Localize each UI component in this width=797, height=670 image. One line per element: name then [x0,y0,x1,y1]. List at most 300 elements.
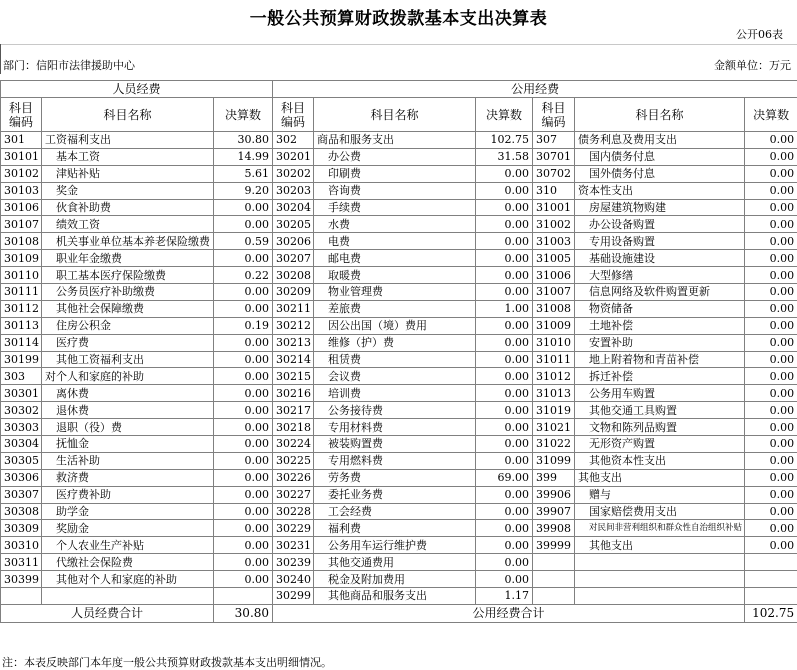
subject-name: 物资储备 [575,300,745,317]
subject-code: 39907 [533,503,575,520]
subject-amount: 0.00 [476,520,533,537]
subject-code: 30204 [273,199,314,216]
subject-amount: 0.00 [476,385,533,402]
subject-code: 30218 [273,419,314,436]
subject-amount [745,571,797,588]
subject-code: 399 [533,469,575,486]
subject-code: 30304 [1,436,42,453]
col-header-amount: 决算数 [476,98,533,132]
subject-amount: 69.00 [476,469,533,486]
subject-name [42,588,214,605]
subject-name: 公务接待费 [314,402,476,419]
subject-amount: 0.00 [476,554,533,571]
table-row [1,317,797,334]
subject-amount: 30.80 [214,132,273,149]
table-row [1,182,797,199]
subject-code: 30199 [1,351,42,368]
subject-code: 30216 [273,385,314,402]
subject-code: 30107 [1,216,42,233]
subject-name: 基本工资 [42,148,214,165]
subject-amount [745,554,797,571]
subject-name: 租赁费 [314,351,476,368]
subject-name: 国家赔偿费用支出 [575,503,745,520]
subject-amount: 0.00 [745,182,797,199]
subject-amount: 0.00 [214,452,273,469]
subject-code: 30701 [533,148,575,165]
subject-amount: 0.00 [745,317,797,334]
subject-name: 工会经费 [314,503,476,520]
subject-amount: 0.00 [476,182,533,199]
subject-code: 31007 [533,284,575,301]
subject-amount: 102.75 [476,132,533,149]
subject-name: 办公设备购置 [575,216,745,233]
public-total-value: 102.75 [745,604,797,622]
subject-name: 福利费 [314,520,476,537]
subject-amount: 0.00 [745,469,797,486]
subject-name: 被装购置费 [314,436,476,453]
subject-amount: 0.00 [214,334,273,351]
personnel-total-value: 30.80 [214,604,273,622]
table-row [1,165,797,182]
subject-amount: 0.00 [745,233,797,250]
subject-code [533,554,575,571]
subject-name: 生活补助 [42,452,214,469]
subject-amount: 0.00 [476,284,533,301]
subject-code: 31001 [533,199,575,216]
subject-code: 31003 [533,233,575,250]
table-row [1,486,797,503]
subject-code: 39908 [533,520,575,537]
subject-name: 其他支出 [575,469,745,486]
department-label: 部门：信阳市法律援助中心 [3,57,135,73]
subject-code: 302 [273,132,314,149]
subject-code: 30227 [273,486,314,503]
section-personnel: 人员经费 [1,81,273,98]
subject-amount: 0.00 [476,419,533,436]
subject-name: 其他资本性支出 [575,452,745,469]
subject-code: 30307 [1,486,42,503]
subject-code: 39906 [533,486,575,503]
subject-amount: 0.00 [214,284,273,301]
subject-code [1,588,42,605]
subject-amount: 5.61 [214,165,273,182]
subject-amount: 0.00 [745,300,797,317]
subject-amount: 0.00 [745,250,797,267]
subject-code: 30207 [273,250,314,267]
subject-amount: 0.22 [214,267,273,284]
subject-code: 30306 [1,469,42,486]
col-header-amount: 决算数 [214,98,273,132]
subject-name: 资本性支出 [575,182,745,199]
subject-amount: 0.00 [476,199,533,216]
subject-amount: 0.00 [214,199,273,216]
subject-code: 30114 [1,334,42,351]
subject-name: 取暖费 [314,267,476,284]
subject-name [575,588,745,605]
table-row [1,385,797,402]
subject-amount: 0.00 [745,452,797,469]
subject-name: 职工基本医疗保险缴费 [42,267,214,284]
subject-name [575,571,745,588]
subject-amount: 0.00 [476,368,533,385]
subject-code: 30106 [1,199,42,216]
subject-code: 30217 [273,402,314,419]
subject-code: 30308 [1,503,42,520]
subject-code: 31021 [533,419,575,436]
subject-amount: 0.00 [214,402,273,419]
subject-amount [745,588,797,605]
table-row [1,436,797,453]
subject-code: 30109 [1,250,42,267]
subject-name: 房屋建筑物购建 [575,199,745,216]
table-row [1,537,797,554]
subject-amount: 0.00 [745,436,797,453]
subject-amount: 0.00 [745,402,797,419]
subject-code: 30229 [273,520,314,537]
subject-amount: 0.00 [214,216,273,233]
table-row [1,148,797,165]
subject-code: 30113 [1,317,42,334]
subject-amount: 0.00 [745,165,797,182]
subject-code: 30211 [273,300,314,317]
subject-name: 退职（役）费 [42,419,214,436]
subject-amount [214,588,273,605]
header-left-border [0,44,1,74]
subject-code: 30299 [273,588,314,605]
table-row [1,216,797,233]
table-row [1,300,797,317]
table-row [1,588,797,605]
subject-code: 30111 [1,284,42,301]
subject-amount: 0.00 [214,520,273,537]
subject-amount: 0.00 [214,503,273,520]
subject-amount: 0.00 [214,368,273,385]
subject-amount: 0.19 [214,317,273,334]
table-row [1,571,797,588]
col-header-code: 科目编码 [1,98,42,132]
column-header-row [1,98,797,132]
page-title: 一般公共预算财政拨款基本支出决算表 [0,4,797,29]
table-row [1,452,797,469]
subject-code: 30240 [273,571,314,588]
subject-name: 因公出国（境）费用 [314,317,476,334]
subject-amount: 0.59 [214,233,273,250]
subject-name: 物业管理费 [314,284,476,301]
subject-amount: 0.00 [745,419,797,436]
subject-code: 310 [533,182,575,199]
subject-name: 代缴社会保险费 [42,554,214,571]
subject-code: 31022 [533,436,575,453]
subject-amount: 0.00 [745,368,797,385]
form-number: 公开06表 [736,26,783,42]
subject-amount: 0.00 [214,300,273,317]
subject-name: 土地补偿 [575,317,745,334]
subject-amount: 0.00 [476,334,533,351]
subject-code: 31013 [533,385,575,402]
subject-amount: 0.00 [745,334,797,351]
subject-name: 公务用车购置 [575,385,745,402]
subject-name: 个人农业生产补贴 [42,537,214,554]
subject-amount: 0.00 [476,436,533,453]
subject-name: 伙食补助费 [42,199,214,216]
subject-name: 绩效工资 [42,216,214,233]
subject-code: 301 [1,132,42,149]
subject-amount: 0.00 [476,216,533,233]
subject-amount: 0.00 [476,571,533,588]
subject-code: 31099 [533,452,575,469]
subject-name: 公务员医疗补助缴费 [42,284,214,301]
table-row [1,520,797,537]
subject-name: 拆迁补偿 [575,368,745,385]
subject-code: 30205 [273,216,314,233]
subject-code: 30108 [1,233,42,250]
subject-code: 30202 [273,165,314,182]
subject-amount: 0.00 [476,402,533,419]
table-row [1,469,797,486]
subject-amount: 0.00 [476,267,533,284]
subject-name: 公务用车运行维护费 [314,537,476,554]
subject-code: 30215 [273,368,314,385]
subject-name: 劳务费 [314,469,476,486]
col-header-name: 科目名称 [42,98,214,132]
subject-amount: 0.00 [745,148,797,165]
subject-code: 31009 [533,317,575,334]
subject-name: 其他商品和服务支出 [314,588,476,605]
subject-amount: 0.00 [214,554,273,571]
subject-name: 其他社会保障缴费 [42,300,214,317]
totals-row [1,604,797,622]
table-row [1,554,797,571]
subject-code: 307 [533,132,575,149]
subject-code [533,588,575,605]
subject-name: 医疗费 [42,334,214,351]
subject-amount: 0.00 [214,469,273,486]
subject-amount: 0.00 [214,385,273,402]
subject-name: 其他交通费用 [314,554,476,571]
subject-name: 基础设施建设 [575,250,745,267]
unit-label: 金额单位：万元 [714,57,791,73]
subject-code: 31008 [533,300,575,317]
subject-name: 培训费 [314,385,476,402]
subject-code: 303 [1,368,42,385]
subject-code: 30399 [1,571,42,588]
col-header-name: 科目名称 [575,98,745,132]
col-header-amount: 决算数 [745,98,797,132]
subject-amount: 0.00 [745,503,797,520]
subject-amount: 31.58 [476,148,533,165]
subject-name: 专用材料费 [314,419,476,436]
subject-amount: 0.00 [745,284,797,301]
subject-code: 30224 [273,436,314,453]
table-row [1,503,797,520]
table-row [1,132,797,149]
subject-code: 30102 [1,165,42,182]
subject-code: 30212 [273,317,314,334]
subject-name: 国外债务付息 [575,165,745,182]
subject-name: 电费 [314,233,476,250]
subject-name: 国内债务付息 [575,148,745,165]
public-total-label: 公用经费合计 [273,604,745,622]
subject-amount: 0.00 [476,233,533,250]
subject-name: 其他支出 [575,537,745,554]
subject-amount: 0.00 [476,317,533,334]
subject-amount: 0.00 [745,351,797,368]
subject-amount: 0.00 [214,351,273,368]
subject-code: 30203 [273,182,314,199]
table-row [1,284,797,301]
subject-name: 会议费 [314,368,476,385]
subject-amount: 0.00 [745,385,797,402]
subject-code [533,571,575,588]
table-row [1,199,797,216]
subject-code: 30112 [1,300,42,317]
subject-amount: 0.00 [214,571,273,588]
subject-name: 安置补助 [575,334,745,351]
subject-name: 医疗费补助 [42,486,214,503]
subject-name: 住房公积金 [42,317,214,334]
subject-code: 30231 [273,537,314,554]
subject-amount: 0.00 [745,537,797,554]
subject-code: 30213 [273,334,314,351]
subject-name: 工资福利支出 [42,132,214,149]
subject-amount: 0.00 [214,537,273,554]
subject-name: 对民间非营利组织和群众性自治组织补贴 [575,520,745,537]
subject-name: 办公费 [314,148,476,165]
subject-name: 手续费 [314,199,476,216]
subject-name: 信息网络及软件购置更新 [575,284,745,301]
subject-code: 30303 [1,419,42,436]
subject-amount: 0.00 [476,537,533,554]
subject-amount: 0.00 [476,486,533,503]
subject-code: 30301 [1,385,42,402]
subject-name: 税金及附加费用 [314,571,476,588]
subject-name: 差旅费 [314,300,476,317]
subject-code: 30101 [1,148,42,165]
subject-name: 商品和服务支出 [314,132,476,149]
subject-amount: 0.00 [476,250,533,267]
subject-code: 30228 [273,503,314,520]
subject-amount: 0.00 [745,216,797,233]
subject-code: 39999 [533,537,575,554]
subject-amount: 9.20 [214,182,273,199]
subject-name: 津贴补贴 [42,165,214,182]
table-row [1,250,797,267]
personnel-total-label: 人员经费合计 [1,604,214,622]
subject-code: 31012 [533,368,575,385]
subject-amount: 0.00 [214,486,273,503]
subject-name: 咨询费 [314,182,476,199]
subject-code: 30110 [1,267,42,284]
subject-name: 机关事业单位基本养老保险缴费 [42,233,214,250]
subject-amount: 0.00 [214,419,273,436]
subject-name: 委托业务费 [314,486,476,503]
table-row [1,334,797,351]
subject-name: 助学金 [42,503,214,520]
subject-amount: 0.00 [745,520,797,537]
subject-code: 30239 [273,554,314,571]
subject-code: 30309 [1,520,42,537]
col-header-code: 科目编码 [533,98,575,132]
subject-name: 地上附着物和青苗补偿 [575,351,745,368]
subject-code: 30305 [1,452,42,469]
subject-amount: 1.17 [476,588,533,605]
subject-name: 奖金 [42,182,214,199]
subject-code: 31010 [533,334,575,351]
subject-code: 30226 [273,469,314,486]
subject-amount: 0.00 [745,486,797,503]
subject-name: 大型修缮 [575,267,745,284]
subject-name: 印刷费 [314,165,476,182]
subject-name: 其他交通工具购置 [575,402,745,419]
subject-amount: 14.99 [214,148,273,165]
subject-name: 对个人和家庭的补助 [42,368,214,385]
subject-name: 其他工资福利支出 [42,351,214,368]
subject-code: 30310 [1,537,42,554]
subject-amount: 1.00 [476,300,533,317]
subject-name: 奖励金 [42,520,214,537]
subject-amount: 0.00 [745,267,797,284]
subject-amount: 0.00 [214,250,273,267]
subject-name: 专用燃料费 [314,452,476,469]
subject-name: 抚恤金 [42,436,214,453]
subject-code: 31019 [533,402,575,419]
subject-name: 邮电费 [314,250,476,267]
subject-amount: 0.00 [476,351,533,368]
subject-amount: 0.00 [476,165,533,182]
subject-code: 30201 [273,148,314,165]
subject-name [575,554,745,571]
table-row [1,351,797,368]
header-divider [0,44,797,45]
table-row [1,368,797,385]
subject-name: 水费 [314,216,476,233]
col-header-name: 科目名称 [314,98,476,132]
subject-code: 30206 [273,233,314,250]
subject-code: 30208 [273,267,314,284]
subject-name: 救济费 [42,469,214,486]
subject-amount: 0.00 [745,199,797,216]
col-header-code: 科目编码 [273,98,314,132]
subject-name: 债务利息及费用支出 [575,132,745,149]
subject-amount: 0.00 [476,452,533,469]
subject-code: 30311 [1,554,42,571]
section-public: 公用经费 [273,81,797,98]
section-header-row [1,81,797,98]
table-row [1,419,797,436]
subject-code: 31011 [533,351,575,368]
table-row [1,267,797,284]
subject-name: 离休费 [42,385,214,402]
subject-code: 31006 [533,267,575,284]
subject-name: 退休费 [42,402,214,419]
subject-code: 31005 [533,250,575,267]
subject-code: 30702 [533,165,575,182]
table-row [1,233,797,250]
subject-name: 无形资产购置 [575,436,745,453]
subject-code: 30103 [1,182,42,199]
subject-code: 30214 [273,351,314,368]
table-note: 注：本表反映部门本年度一般公共预算财政拨款基本支出明细情况。 [2,654,332,670]
table-row [1,402,797,419]
subject-code: 30209 [273,284,314,301]
subject-name: 职业年金缴费 [42,250,214,267]
subject-code: 30225 [273,452,314,469]
expenditure-table [0,80,797,623]
subject-code: 31002 [533,216,575,233]
subject-amount: 0.00 [476,503,533,520]
subject-name: 其他对个人和家庭的补助 [42,571,214,588]
subject-name: 赠与 [575,486,745,503]
